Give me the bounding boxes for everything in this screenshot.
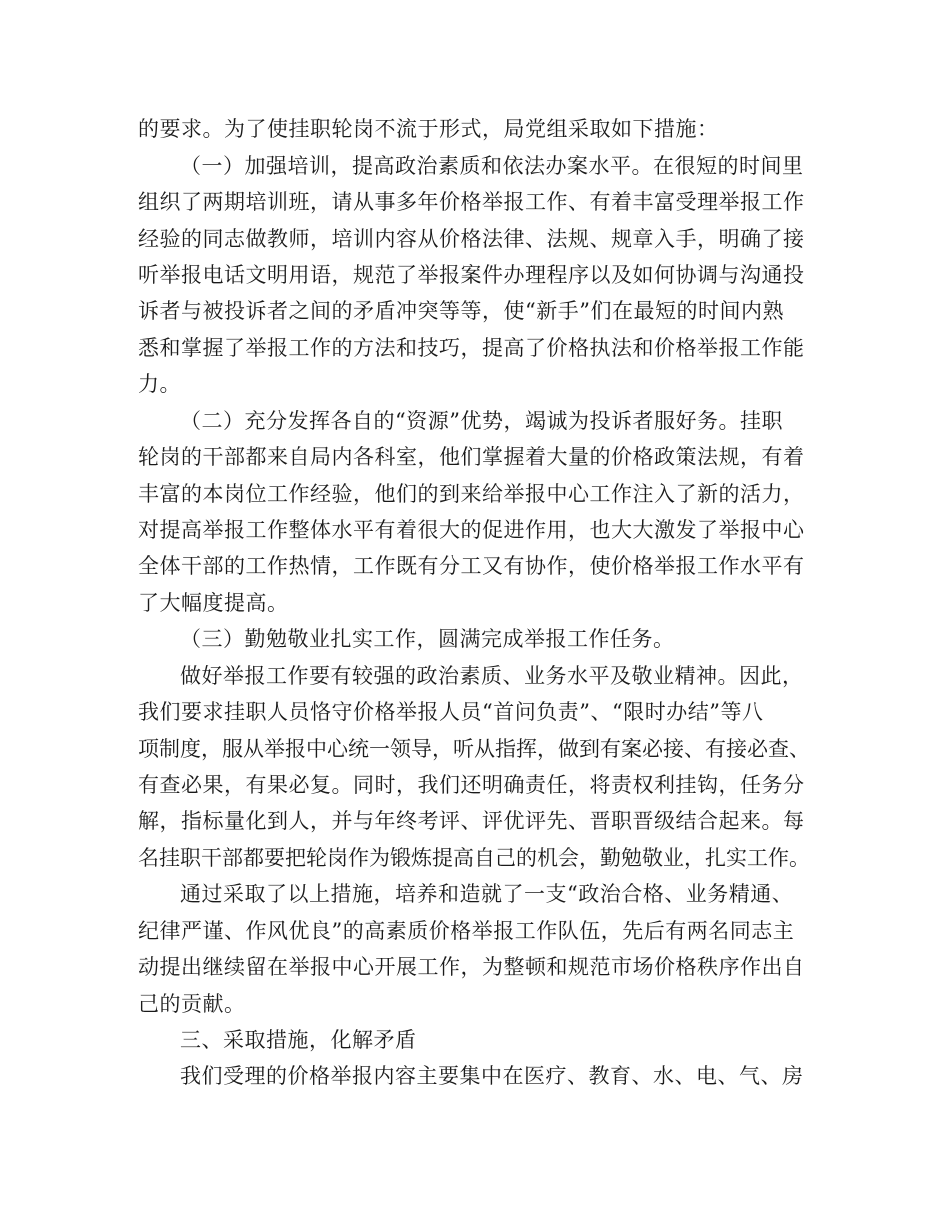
text-line: 对提高举报工作整体水平有着很大的促进作用，也大大激发了举报中心 (138, 518, 805, 542)
text-line: （三）勤勉敬业扎实工作，圆满完成举报工作任务。 (180, 627, 675, 651)
text-line: 解，指标量化到人，并与年终考评、评优评先、晋职晋级结合起来。每 (138, 809, 805, 833)
text-line: （一）加强培训，提高政治素质和依法办案水平。在很短的时间里 (180, 154, 804, 178)
text-line: 力。 (138, 372, 181, 396)
text-line: 纪律严谨、作风优良”的高素质价格举报工作队伍，先后有两名同志主 (138, 919, 795, 943)
text-line: 有查必果，有果必复。同时，我们还明确责任，将责权利挂钩，任务分 (138, 773, 805, 797)
section-heading: 三、采取措施，化解矛盾 (180, 1028, 417, 1052)
text-line: 的要求。为了使挂职轮岗不流于形式，局党组采取如下措施： (138, 117, 719, 141)
text-line: 听举报电话文明用语，规范了举报案件办理程序以及如何协调与沟通投 (138, 263, 805, 287)
text-line: 组织了两期培训班，请从事多年价格举报工作、有着丰富受理举报工作 (138, 190, 805, 214)
text-line: 经验的同志做教师，培训内容从价格法律、法规、规章入手，明确了接 (138, 227, 805, 251)
text-line: 诉者与被投诉者之间的矛盾冲突等等，使“新手”们在最短的时间内熟 (138, 299, 784, 323)
text-line: 名挂职干部都要把轮岗作为锻炼提高自己的机会，勤勉敬业，扎实工作。 (138, 846, 810, 870)
text-line: 做好举报工作要有较强的政治素质、业务水平及敬业精神。因此， (180, 664, 804, 688)
text-line: 全体干部的工作热情，工作既有分工又有协作，使价格举报工作水平有 (138, 554, 805, 578)
text-line: 了大幅度提高。 (138, 591, 289, 615)
text-line: 我们要求挂职人员恪守价格举报人员“首问负责”、“限时办结”等八 (138, 700, 764, 724)
text-line: 动提出继续留在举报中心开展工作，为整顿和规范市场价格秩序作出自 (138, 955, 805, 979)
text-line: 通过采取了以上措施，培养和造就了一支“政治合格、业务精通、 (180, 882, 794, 906)
text-line: （二）充分发挥各自的“资源”优势，竭诚为投诉者服好务。挂职 (180, 409, 783, 433)
text-line: 己的贡献。 (138, 992, 246, 1016)
text-line: 我们受理的价格举报内容主要集中在医疗、教育、水、电、气、房 (180, 1064, 804, 1088)
text-line: 项制度，服从举报中心统一领导，听从指挥，做到有案必接、有接必查、 (138, 737, 810, 761)
text-line: 丰富的本岗位工作经验，他们的到来给举报中心工作注入了新的活力， (138, 482, 805, 506)
text-line: 悉和掌握了举报工作的方法和技巧，提高了价格执法和价格举报工作能 (138, 336, 805, 360)
text-line: 轮岗的干部都来自局内各科室，他们掌握着大量的价格政策法规，有着 (138, 445, 805, 469)
